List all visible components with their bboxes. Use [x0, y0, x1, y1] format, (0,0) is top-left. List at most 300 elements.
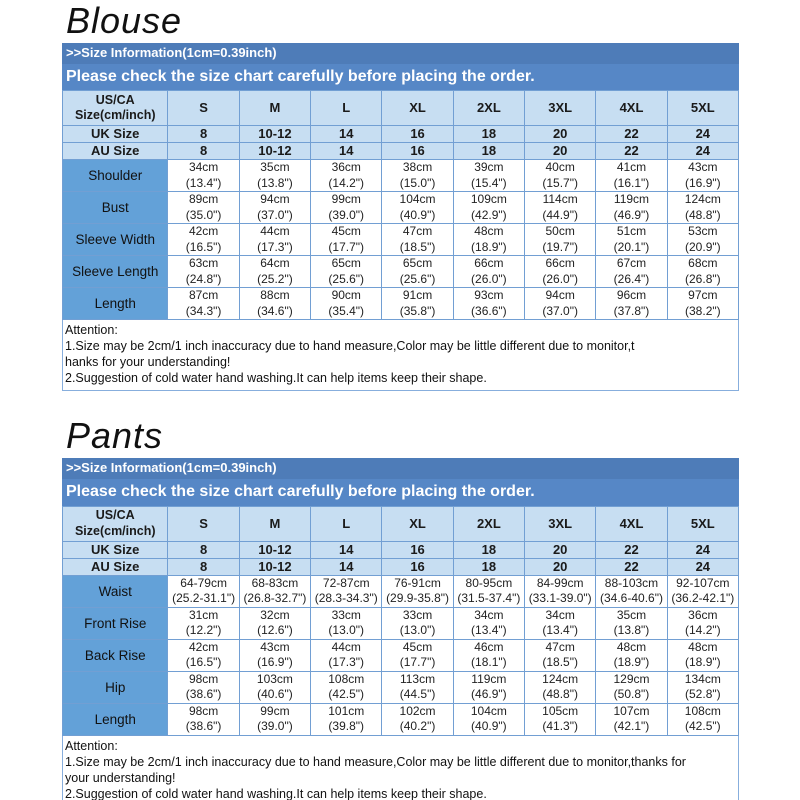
size-value-cell: 22 [596, 143, 667, 160]
cm-value: 66cm [474, 256, 504, 271]
order-notice-bar: Please check the size chart carefully before placing the order. [62, 479, 739, 506]
attention-line: 1.Size may be 2cm/1 inch inaccuracy due to hand measure,Color may be little different due to monitor,thanks for [65, 754, 686, 769]
inch-value: (38.6") [185, 687, 222, 702]
inch-value: (16.9") [257, 655, 293, 670]
size-value-cell: 24 [667, 126, 738, 143]
attention-note [62, 736, 739, 800]
size-value-cell: 16 [382, 558, 453, 575]
cm-value: 109cm [470, 192, 507, 207]
measurement-row [63, 575, 739, 607]
size-value-cell: 8 [168, 558, 239, 575]
measurement-value-cell [525, 639, 596, 671]
measurement-value-cell [525, 288, 596, 320]
inch-value: (25.6") [328, 271, 365, 286]
measurement-row [63, 288, 739, 320]
cm-value: 45cm [331, 224, 361, 239]
size-conversion-row [63, 541, 739, 558]
inch-value: (20.1") [613, 239, 650, 254]
cm-value: 48cm [616, 639, 647, 654]
cm-value: 99cm [260, 703, 290, 718]
measurement-value-cell [382, 224, 453, 256]
size-value-cell: 10-12 [239, 143, 310, 160]
inch-value: (12.6") [257, 623, 293, 638]
measurement-row-label: Hip [63, 671, 168, 703]
measurement-value-cell [239, 160, 310, 192]
inch-value: (14.2") [328, 175, 365, 190]
attention-line: Attention: [65, 323, 118, 338]
measurement-value-cell [525, 224, 596, 256]
inch-value: (46.9") [613, 207, 650, 222]
blouse-chart-block [62, 43, 739, 392]
cm-value: 44cm [260, 224, 290, 239]
attention-line: hanks for your understanding! [65, 355, 231, 370]
measurement-value-cell [596, 639, 667, 671]
cm-value: 113cm [399, 671, 436, 686]
size-value-cell: 24 [667, 541, 738, 558]
inch-value: (39.8") [328, 719, 365, 734]
inch-value: (28.3-34.3") [314, 591, 378, 606]
inch-value: (33.1-39.0") [528, 591, 592, 606]
size-conversion-row [63, 143, 739, 160]
cm-value: 103cm [256, 671, 293, 686]
cm-value: 36cm [331, 160, 361, 175]
size-column-header: XL [382, 506, 453, 541]
measurement-row [63, 671, 739, 703]
measurement-value-cell [311, 639, 382, 671]
measurement-value-cell [168, 639, 239, 671]
measurement-value-cell [453, 160, 524, 192]
measurement-value-cell [453, 192, 524, 224]
inch-value: (17.3") [328, 655, 365, 670]
measurement-value-cell [239, 224, 310, 256]
measurement-value-cell [453, 575, 524, 607]
size-column-header: M [239, 506, 310, 541]
measurement-row [63, 703, 739, 735]
cm-value: 38cm [402, 160, 433, 175]
measurement-value-cell [667, 639, 738, 671]
measurement-row [63, 224, 739, 256]
cm-value: 91cm [402, 288, 433, 303]
cm-value: 47cm [402, 224, 433, 239]
inch-value: (18.9") [613, 655, 650, 670]
size-value-cell: 22 [596, 558, 667, 575]
size-value-cell: 18 [453, 126, 524, 143]
measurement-row-label: Sleeve Length [63, 256, 168, 288]
measurement-value-cell [453, 224, 524, 256]
attention-note [62, 320, 739, 391]
size-value-cell: 14 [311, 143, 382, 160]
inch-value: (15.0") [399, 175, 436, 190]
corner-header-cell: US/CA Size(cm/inch) [63, 506, 168, 541]
measurement-row-label: Back Rise [63, 639, 168, 671]
cm-value: 90cm [331, 288, 361, 303]
inch-value: (35.8") [399, 303, 436, 318]
measurement-value-cell [168, 607, 239, 639]
measurement-value-cell [525, 575, 596, 607]
size-column-header: 2XL [453, 506, 524, 541]
inch-value: (13.4") [471, 623, 507, 638]
cm-value: 51cm [616, 224, 647, 239]
size-value-cell: 24 [667, 143, 738, 160]
cm-value: 41cm [616, 160, 647, 175]
size-column-header: M [239, 91, 310, 126]
cm-value: 104cm [399, 192, 436, 207]
order-notice-bar: Please check the size chart carefully before placing the order. [62, 64, 739, 91]
inch-value: (52.8") [685, 687, 721, 702]
cm-value: 68cm [688, 256, 718, 271]
inch-value: (18.5") [399, 239, 436, 254]
inch-value: (36.2-42.1") [671, 591, 735, 606]
cm-value: 33cm [402, 607, 433, 622]
measurement-row [63, 256, 739, 288]
inch-value: (26.8") [685, 271, 721, 286]
cm-value: 64cm [260, 256, 290, 271]
cm-value: 47cm [545, 639, 575, 654]
inch-value: (12.2") [185, 623, 222, 638]
inch-value: (17.7") [328, 239, 365, 254]
measurement-value-cell [382, 703, 453, 735]
size-row-label: UK Size [63, 541, 168, 558]
size-value-cell: 8 [168, 541, 239, 558]
cm-value: 50cm [545, 224, 575, 239]
measurement-row-label: Bust [63, 192, 168, 224]
inch-value: (13.8") [257, 175, 293, 190]
size-column-header: 2XL [453, 91, 524, 126]
inch-value: (26.8-32.7") [243, 591, 307, 606]
size-column-header: L [311, 506, 382, 541]
cm-value: 124cm [542, 671, 579, 686]
cm-value: 80-95cm [465, 575, 513, 590]
cm-value: 94cm [260, 192, 290, 207]
inch-value: (13.0") [328, 623, 365, 638]
attention-line: 1.Size may be 2cm/1 inch inaccuracy due to hand measure,Color may be little different due to monitor,t [65, 339, 635, 354]
cm-value: 63cm [188, 256, 219, 271]
pants-section [62, 417, 739, 800]
size-value-cell: 16 [382, 143, 453, 160]
measurement-value-cell [453, 703, 524, 735]
inch-value: (25.2") [257, 271, 293, 286]
size-value-cell: 18 [453, 143, 524, 160]
size-value-cell: 14 [311, 126, 382, 143]
cm-value: 99cm [331, 192, 361, 207]
inch-value: (40.9") [399, 207, 436, 222]
inch-value: (24.8") [185, 271, 222, 286]
cm-value: 107cm [613, 703, 650, 718]
cm-value: 88-103cm [604, 575, 659, 590]
inch-value: (18.5") [542, 655, 578, 670]
size-value-cell: 20 [525, 126, 596, 143]
measurement-value-cell [382, 639, 453, 671]
inch-value: (42.5") [685, 719, 721, 734]
measurement-value-cell [382, 256, 453, 288]
inch-value: (35.0") [185, 207, 222, 222]
inch-value: (29.9-35.8") [386, 591, 450, 606]
inch-value: (16.9") [685, 175, 721, 190]
measurement-row-label: Sleeve Width [63, 224, 168, 256]
size-column-header: 4XL [596, 506, 667, 541]
cm-value: 53cm [688, 224, 718, 239]
inch-value: (17.7") [399, 655, 436, 670]
inch-value: (46.9") [471, 687, 507, 702]
inch-value: (38.6") [185, 719, 222, 734]
measurement-value-cell [667, 256, 738, 288]
measurement-value-cell [596, 671, 667, 703]
cm-value: 134cm [684, 671, 721, 686]
size-value-cell: 20 [525, 143, 596, 160]
cm-value: 119cm [613, 192, 650, 207]
measurement-value-cell [453, 671, 524, 703]
size-value-cell: 18 [453, 541, 524, 558]
measurement-value-cell [667, 703, 738, 735]
inch-value: (41.3") [542, 719, 578, 734]
cm-value: 114cm [542, 192, 578, 207]
measurement-value-cell [239, 256, 310, 288]
inch-value: (50.8") [613, 687, 650, 702]
measurement-value-cell [239, 703, 310, 735]
cm-value: 34cm [545, 607, 575, 622]
inch-value: (44.9") [542, 207, 578, 222]
cm-value: 102cm [399, 703, 436, 718]
cm-value: 45cm [402, 639, 433, 654]
measurement-row [63, 639, 739, 671]
measurement-value-cell [596, 224, 667, 256]
inch-value: (40.6") [257, 687, 293, 702]
measurement-value-cell [168, 160, 239, 192]
measurement-value-cell [596, 160, 667, 192]
measurement-value-cell [168, 288, 239, 320]
cm-value: 48cm [474, 224, 504, 239]
inch-value: (26.0") [542, 271, 578, 286]
size-value-cell: 10-12 [239, 558, 310, 575]
measurement-value-cell [525, 256, 596, 288]
measurement-value-cell [667, 192, 738, 224]
attention-line: 2.Suggestion of cold water hand washing.It can help items keep their shape. [65, 371, 487, 386]
cm-value: 32cm [260, 607, 290, 622]
measurement-row-label: Waist [63, 575, 168, 607]
size-value-cell: 8 [168, 126, 239, 143]
inch-value: (17.3") [257, 239, 293, 254]
measurement-row-label: Shoulder [63, 160, 168, 192]
cm-value: 31cm [188, 607, 219, 622]
inch-value: (39.0") [328, 207, 365, 222]
size-conversion-row [63, 558, 739, 575]
measurement-value-cell [168, 575, 239, 607]
measurement-value-cell [667, 224, 738, 256]
inch-value: (16.5") [185, 655, 222, 670]
size-value-cell: 16 [382, 126, 453, 143]
cm-value: 92-107cm [676, 575, 730, 590]
size-value-cell: 8 [168, 143, 239, 160]
measurement-value-cell [667, 607, 738, 639]
cm-value: 84-99cm [536, 575, 584, 590]
measurement-value-cell [596, 256, 667, 288]
measurement-value-cell [382, 671, 453, 703]
blouse-size-table [62, 90, 739, 320]
blouse-section [62, 2, 739, 391]
measurement-value-cell [382, 575, 453, 607]
measurement-value-cell [525, 192, 596, 224]
cm-value: 98cm [188, 671, 219, 686]
cm-value: 43cm [688, 160, 718, 175]
inch-value: (37.0") [257, 207, 293, 222]
inch-value: (15.7") [542, 175, 578, 190]
measurement-value-cell [667, 575, 738, 607]
measurement-value-cell [311, 607, 382, 639]
size-column-header: 4XL [596, 91, 667, 126]
measurement-value-cell [525, 703, 596, 735]
measurement-value-cell [525, 607, 596, 639]
size-value-cell: 16 [382, 541, 453, 558]
inch-value: (13.4") [185, 175, 222, 190]
size-value-cell: 20 [525, 541, 596, 558]
measurement-value-cell [453, 639, 524, 671]
cm-value: 88cm [260, 288, 290, 303]
size-value-cell: 10-12 [239, 541, 310, 558]
inch-value: (36.6") [471, 303, 507, 318]
cm-value: 108cm [328, 671, 365, 686]
cm-value: 104cm [470, 703, 507, 718]
measurement-value-cell [525, 160, 596, 192]
measurement-value-cell [311, 703, 382, 735]
cm-value: 93cm [474, 288, 504, 303]
cm-value: 108cm [684, 703, 721, 718]
measurement-row-label: Length [63, 288, 168, 320]
cm-value: 42cm [188, 224, 219, 239]
inch-value: (44.5") [399, 687, 436, 702]
measurement-value-cell [311, 256, 382, 288]
inch-value: (13.8") [613, 623, 650, 638]
size-value-cell: 24 [667, 558, 738, 575]
cm-value: 98cm [188, 703, 219, 718]
measurement-value-cell [596, 288, 667, 320]
cm-value: 72-87cm [322, 575, 370, 590]
measurement-row [63, 192, 739, 224]
cm-value: 76-91cm [394, 575, 441, 590]
cm-value: 65cm [402, 256, 433, 271]
pants-size-table [62, 506, 739, 736]
size-column-header: 5XL [667, 91, 738, 126]
inch-value: (37.8") [613, 303, 650, 318]
cm-value: 66cm [545, 256, 575, 271]
size-info-bar: >>Size Information(1cm=0.39inch) [62, 43, 739, 64]
size-value-cell: 14 [311, 541, 382, 558]
measurement-row-label: Length [63, 703, 168, 735]
measurement-value-cell [667, 288, 738, 320]
inch-value: (42.9") [471, 207, 507, 222]
cm-value: 34cm [188, 160, 219, 175]
inch-value: (34.6") [257, 303, 293, 318]
size-header-row [63, 91, 739, 126]
inch-value: (18.9") [471, 239, 507, 254]
inch-value: (20.9") [685, 239, 721, 254]
measurement-value-cell [382, 288, 453, 320]
section-title: Pants [66, 415, 164, 457]
attention-line: Attention: [65, 738, 118, 753]
inch-value: (34.6-40.6") [600, 591, 663, 606]
size-column-header: S [168, 91, 239, 126]
inch-value: (25.6") [399, 271, 436, 286]
measurement-value-cell [168, 671, 239, 703]
cm-value: 94cm [545, 288, 575, 303]
size-row-label: AU Size [63, 558, 168, 575]
inch-value: (18.9") [685, 655, 721, 670]
measurement-value-cell [311, 288, 382, 320]
inch-value: (34.3") [185, 303, 222, 318]
cm-value: 96cm [616, 288, 647, 303]
measurement-value-cell [382, 192, 453, 224]
attention-line: your understanding! [65, 770, 176, 785]
size-column-header: XL [382, 91, 453, 126]
cm-value: 67cm [616, 256, 647, 271]
cm-value: 101cm [328, 703, 365, 718]
cm-value: 65cm [331, 256, 361, 271]
inch-value: (38.2") [685, 303, 721, 318]
cm-value: 119cm [471, 671, 507, 686]
measurement-value-cell [239, 671, 310, 703]
size-value-cell: 20 [525, 558, 596, 575]
cm-value: 34cm [474, 607, 504, 622]
inch-value: (18.1") [471, 655, 507, 670]
measurement-value-cell [667, 160, 738, 192]
measurement-value-cell [239, 192, 310, 224]
measurement-row [63, 607, 739, 639]
inch-value: (26.4") [613, 271, 650, 286]
inch-value: (14.2") [685, 623, 721, 638]
cm-value: 124cm [684, 192, 721, 207]
size-column-header: 3XL [525, 506, 596, 541]
inch-value: (35.4") [328, 303, 365, 318]
measurement-value-cell [382, 160, 453, 192]
measurement-value-cell [667, 671, 738, 703]
cm-value: 97cm [688, 288, 718, 303]
size-conversion-row [63, 126, 739, 143]
measurement-value-cell [596, 607, 667, 639]
inch-value: (39.0") [257, 719, 293, 734]
measurement-value-cell [168, 224, 239, 256]
size-header-row [63, 506, 739, 541]
measurement-value-cell [596, 575, 667, 607]
measurement-value-cell [453, 288, 524, 320]
cm-value: 40cm [545, 160, 575, 175]
measurement-value-cell [596, 192, 667, 224]
inch-value: (16.5") [185, 239, 222, 254]
inch-value: (25.2-31.1") [172, 591, 236, 606]
cm-value: 36cm [688, 607, 718, 622]
measurement-value-cell [239, 288, 310, 320]
pants-chart-block [62, 458, 739, 800]
size-column-header: 5XL [667, 506, 738, 541]
measurement-value-cell [382, 607, 453, 639]
measurement-value-cell [168, 703, 239, 735]
inch-value: (48.8") [685, 207, 721, 222]
measurement-value-cell [168, 192, 239, 224]
cm-value: 35cm [616, 607, 647, 622]
cm-value: 129cm [613, 671, 650, 686]
size-column-header: 3XL [525, 91, 596, 126]
inch-value: (37.0") [542, 303, 578, 318]
measurement-value-cell [168, 256, 239, 288]
cm-value: 33cm [331, 607, 361, 622]
cm-value: 42cm [188, 639, 219, 654]
measurement-value-cell [525, 671, 596, 703]
corner-header-cell: US/CA Size(cm/inch) [63, 91, 168, 126]
inch-value: (15.4") [471, 175, 507, 190]
size-value-cell: 14 [311, 558, 382, 575]
size-value-cell: 22 [596, 541, 667, 558]
inch-value: (48.8") [542, 687, 578, 702]
inch-value: (13.4") [542, 623, 578, 638]
cm-value: 48cm [688, 639, 718, 654]
